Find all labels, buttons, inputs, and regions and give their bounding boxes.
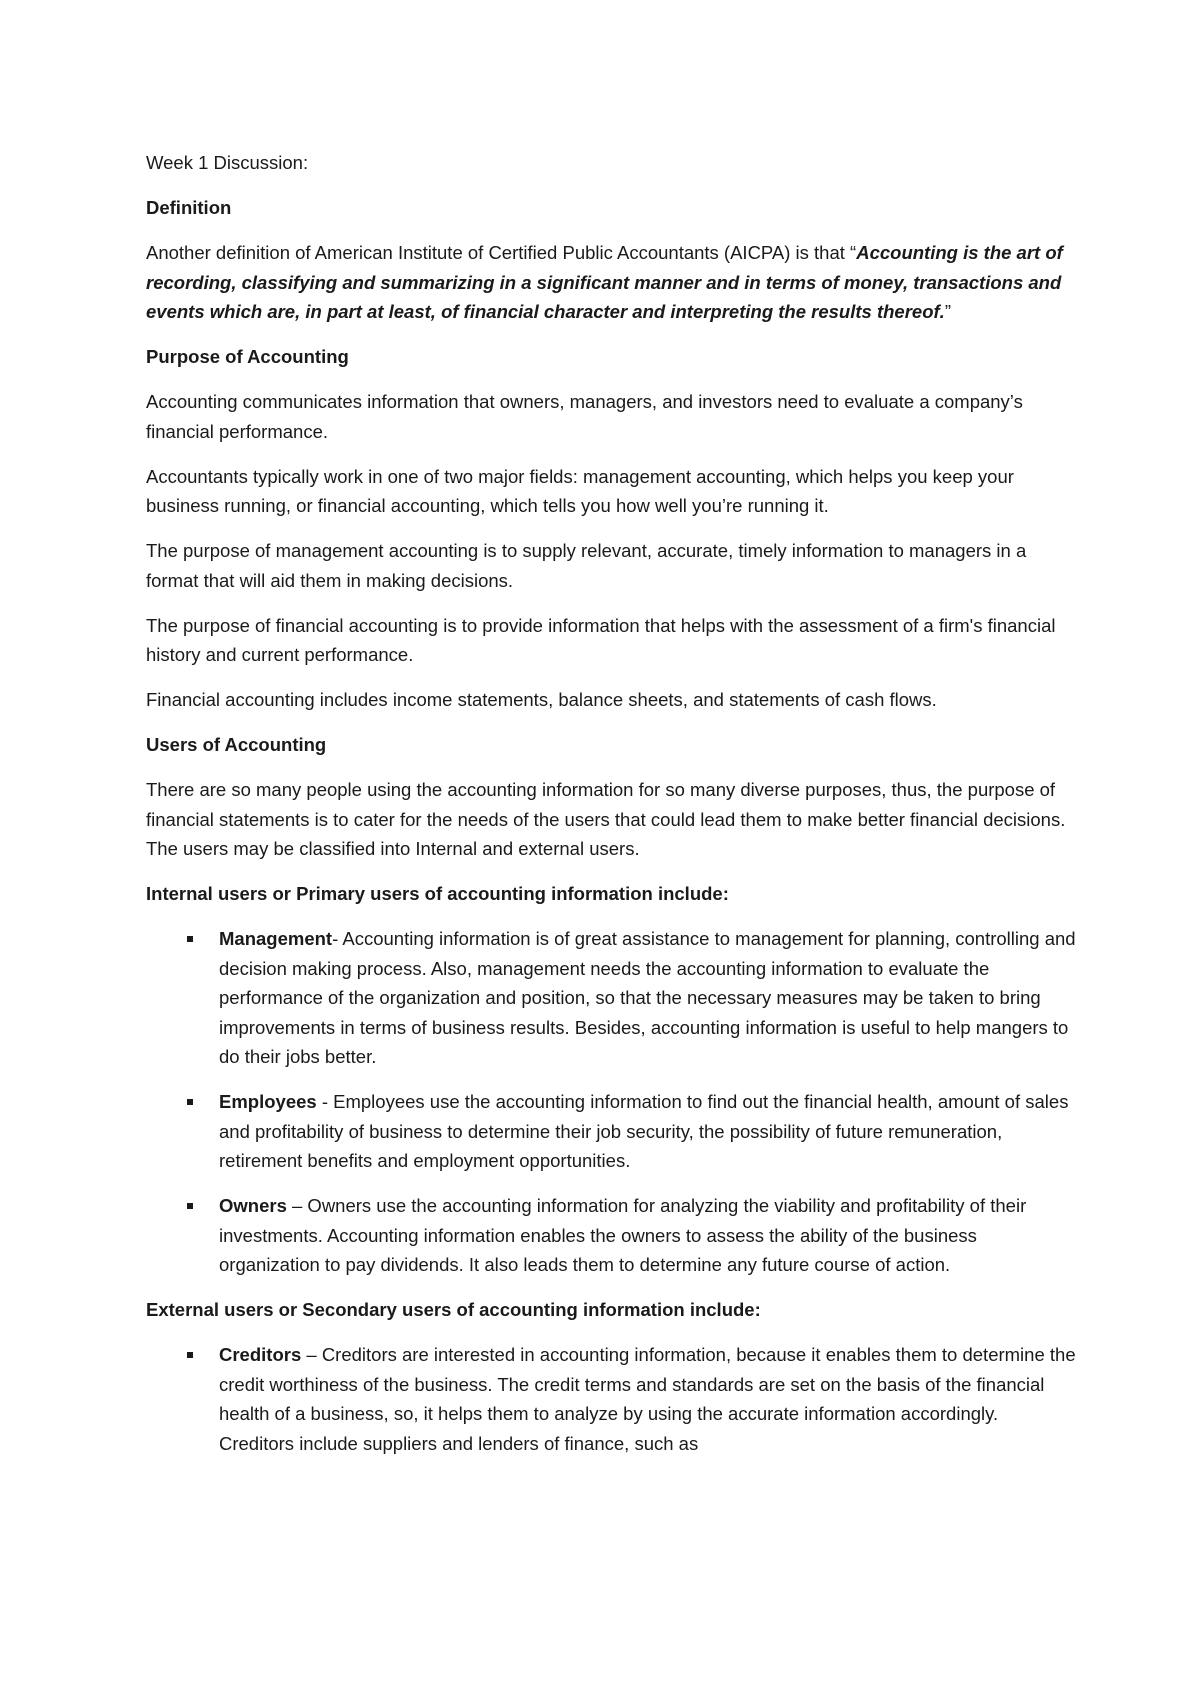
list-item-term: Employees: [219, 1091, 317, 1112]
purpose-paragraph: Financial accounting includes income statements, balance sheets, and statements of cash flows.: [146, 689, 937, 710]
list-item-text: - Accounting information is of great assistance to management for planning, controlling and decision making process. Also, management needs the accounting information to evaluate the performance of the organization and position, so that the necessary measures may be taken to bring improvements in terms of business results. Besides, accounting information is useful to help mangers to do their jobs better.: [219, 928, 1076, 1067]
purpose-paragraph: Accountants typically work in one of two major fields: management accounting, which helps you keep your business running, or financial accounting, which tells you how well you’re running it.: [146, 465, 1014, 516]
definition-closing: ”: [944, 301, 951, 322]
list-item: [146, 1340, 1076, 1458]
purpose-paragraph: The purpose of financial accounting is to provide information that helps with the assessment of a firm's financial history and current performance.: [146, 614, 1056, 665]
heading-external-users: External users or Secondary users of accounting information include:: [146, 1299, 761, 1320]
internal-users-list: [146, 924, 1076, 1280]
list-item: [146, 1191, 1076, 1280]
definition-paragraph: [146, 238, 1076, 327]
purpose-paragraph: The purpose of management accounting is to supply relevant, accurate, timely information to managers in a format that will aid them in making decisions.: [146, 540, 1027, 591]
document-title: Week 1 Discussion:: [146, 152, 309, 173]
external-users-list: [146, 1340, 1076, 1458]
purpose-paragraph: Accounting communicates information that owners, managers, and investors need to evaluate a company’s financial performance.: [146, 391, 1023, 442]
list-item-text: – Owners use the accounting information for analyzing the viability and profitability of their investments. Accounting information enables the owners to assess the ability of the business organization to pay dividends. It also leads them to determine any future course of action.: [219, 1195, 1027, 1275]
square-bullet-icon: [187, 1352, 193, 1358]
definition-intro: Another definition of American Institute of Certified Public Accountants (AICPA) is that “: [146, 242, 857, 263]
users-intro-paragraph: There are so many people using the accounting information for so many diverse purposes, thus, the purpose of financial statements is to cater for the needs of the users that could lead them to make better financial decisions. The users may be classified into Internal and external users.: [146, 779, 1066, 859]
heading-users: Users of Accounting: [146, 734, 327, 755]
list-item-term: Creditors: [219, 1344, 302, 1365]
document-page: [146, 148, 1076, 1474]
heading-internal-users: Internal users or Primary users of accounting information include:: [146, 883, 729, 904]
heading-purpose: Purpose of Accounting: [146, 346, 349, 367]
list-item-text: – Creditors are interested in accounting information, because it enables them to determine the credit worthiness of the business. The credit terms and standards are set on the basis of the financial health of a business, so, it helps them to analyze by using the accurate information accordingly. Creditors include suppliers and lenders of finance, such as: [219, 1344, 1076, 1454]
list-item-term: Management: [219, 928, 333, 949]
list-item-text: - Employees use the accounting information to find out the financial health, amount of sales and profitability of business to determine their job security, the possibility of future remuneration, retirement benefits and employment opportunities.: [219, 1091, 1069, 1171]
list-item: [146, 1087, 1076, 1176]
heading-definition: Definition: [146, 197, 232, 218]
aicpa-quote: Accounting is the art of recording, classifying and summarizing in a significant manner and in terms of money, transactions and events which are, in part at least, of financial character and interpreting the results thereof.: [146, 242, 1063, 322]
square-bullet-icon: [187, 936, 193, 942]
list-item-term: Owners: [219, 1195, 287, 1216]
list-item: [146, 924, 1076, 1072]
square-bullet-icon: [187, 1099, 193, 1105]
square-bullet-icon: [187, 1203, 193, 1209]
